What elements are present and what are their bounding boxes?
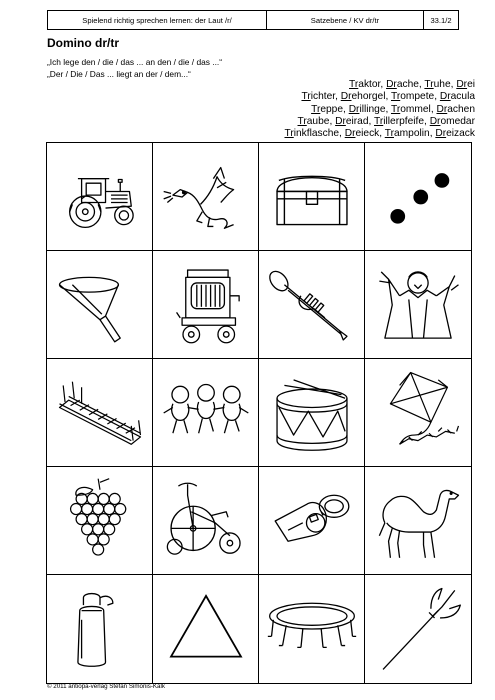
instruction-line: „Der / Die / Das ... liegt an der / dem...“ — [47, 69, 191, 79]
dragon-icon — [160, 151, 252, 243]
word-list-line: Traube, Dreirad, Trillerpfeife, Dromedar — [297, 115, 475, 127]
word-list-word — [436, 104, 475, 115]
dracula-icon — [372, 259, 464, 351]
domino-cell — [47, 143, 153, 251]
word-rest: eieck — [355, 128, 380, 140]
word-prefix: Tr — [390, 103, 401, 115]
domino-cell — [47, 251, 153, 359]
grapes-icon — [54, 475, 146, 567]
word-rest: achen — [447, 103, 475, 115]
triangle-icon — [160, 583, 252, 675]
domino-cell — [153, 467, 259, 575]
word-prefix: Tr — [384, 128, 394, 140]
word-prefix: Dr — [386, 79, 397, 90]
word-prefix: Tr — [284, 128, 294, 140]
word-list-word — [424, 79, 450, 90]
word-rest: ampolin — [394, 128, 430, 140]
header-section: Satzebene / KV dr/tr — [267, 11, 424, 29]
domino-cell — [259, 575, 365, 683]
word-prefix: Tr — [424, 79, 434, 90]
word-prefix: Tr — [390, 91, 401, 103]
word-prefix: Tr — [311, 103, 321, 115]
word-rest: ichter — [310, 91, 336, 103]
copyright-footer: © 2011 antiopa-verlag Stefan Simonis-Kalk — [47, 683, 165, 690]
word-list-word — [301, 91, 335, 102]
word-list-word — [298, 116, 330, 127]
word-rest: ache — [396, 79, 419, 90]
page-header — [47, 10, 459, 30]
word-prefix: Dr — [429, 115, 441, 127]
domino-cell — [259, 359, 365, 467]
word-list-word — [335, 116, 368, 127]
word-list-word — [391, 104, 431, 115]
word-list-line: Traktor, Drache, Truhe, Drei — [349, 79, 475, 90]
word-list — [235, 79, 475, 140]
drinking-bottle-icon — [54, 583, 146, 675]
word-list-word — [456, 79, 475, 90]
domino-grid — [46, 142, 472, 684]
word-rest: ei — [467, 79, 475, 90]
word-list-word — [435, 128, 475, 139]
whistle-icon — [266, 475, 358, 567]
domino-cell — [153, 359, 259, 467]
header-series-title: Spielend richtig sprechen lernen: der Laut /r/ — [48, 11, 267, 29]
word-prefix: Tr — [374, 115, 384, 127]
word-rest: acula — [450, 91, 475, 103]
word-rest: ommel — [400, 103, 431, 115]
word-prefix: Tr — [349, 79, 359, 90]
word-list-word — [345, 128, 380, 139]
chest-icon — [266, 151, 358, 243]
word-list-word — [430, 116, 475, 127]
word-list-line: Trichter, Drehorgel, Trompete, Dracula — [301, 91, 475, 103]
word-rest: illinge — [359, 103, 386, 115]
word-rest: ompete — [400, 91, 435, 103]
domino-cell — [47, 575, 153, 683]
trumpet-icon — [266, 259, 358, 351]
instruction-line: „Ich lege den / die / das ... an den / die / das ...“ — [47, 57, 223, 67]
word-prefix: Dr — [436, 103, 448, 115]
kite-icon — [372, 367, 464, 459]
drum-icon — [266, 367, 358, 459]
word-list-word — [284, 128, 339, 139]
domino-cell — [153, 143, 259, 251]
domino-cell — [153, 575, 259, 683]
word-list-word — [349, 79, 380, 90]
word-prefix: Tr — [297, 115, 307, 127]
word-rest: illerpfeife — [383, 115, 425, 127]
word-rest: eizack — [446, 128, 475, 140]
trampoline-icon — [266, 583, 358, 675]
domino-cell — [259, 467, 365, 575]
word-prefix: Dr — [348, 103, 360, 115]
domino-cell — [365, 359, 471, 467]
stairs-icon — [54, 367, 146, 459]
word-prefix: Tr — [301, 91, 311, 103]
domino-cell — [259, 143, 365, 251]
word-rest: uhe — [433, 79, 451, 90]
word-list-word — [341, 91, 386, 102]
barrel-organ-icon — [160, 259, 252, 351]
word-list-line: Treppe, Drillinge, Trommel, Drachen — [311, 103, 475, 115]
word-rest: aube — [306, 115, 330, 127]
header-page-number: 33.1/2 — [430, 15, 452, 25]
word-prefix: Dr — [439, 91, 451, 103]
word-list-word — [374, 116, 424, 127]
word-prefix: Dr — [435, 128, 447, 140]
triplets-icon — [160, 367, 252, 459]
domino-cell — [365, 575, 471, 683]
tractor-icon — [54, 151, 146, 243]
word-list-word — [311, 104, 343, 115]
word-prefix: Dr — [344, 128, 356, 140]
word-list-word — [386, 79, 419, 90]
word-list-word — [391, 91, 434, 102]
word-prefix: Dr — [335, 115, 346, 127]
word-list-word — [349, 104, 386, 115]
word-prefix: Dr — [456, 79, 468, 90]
word-list-word — [385, 128, 430, 139]
trident-icon — [372, 583, 464, 675]
domino-cell — [365, 143, 471, 251]
domino-cell — [259, 251, 365, 359]
word-rest: ehorgel — [351, 91, 386, 103]
domino-cell — [47, 467, 153, 575]
domino-cell — [47, 359, 153, 467]
tricycle-icon — [160, 475, 252, 567]
domino-cell — [365, 251, 471, 359]
domino-cell — [153, 251, 259, 359]
word-rest: aktor — [358, 79, 381, 90]
funnel-icon — [54, 259, 146, 351]
word-list-line: Trinkflasche, Dreieck, Trampolin, Dreizack — [284, 128, 475, 140]
word-rest: inkflasche — [293, 128, 340, 140]
word-list-word — [440, 91, 475, 102]
word-rest: eirad — [345, 115, 369, 127]
page-title: Domino dr/tr — [47, 36, 119, 50]
word-rest: eppe — [320, 103, 344, 115]
word-rest: omedar — [440, 115, 475, 127]
three-dots-icon — [372, 151, 464, 243]
camel-icon — [372, 475, 464, 567]
word-prefix: Dr — [340, 91, 352, 103]
domino-cell — [365, 467, 471, 575]
